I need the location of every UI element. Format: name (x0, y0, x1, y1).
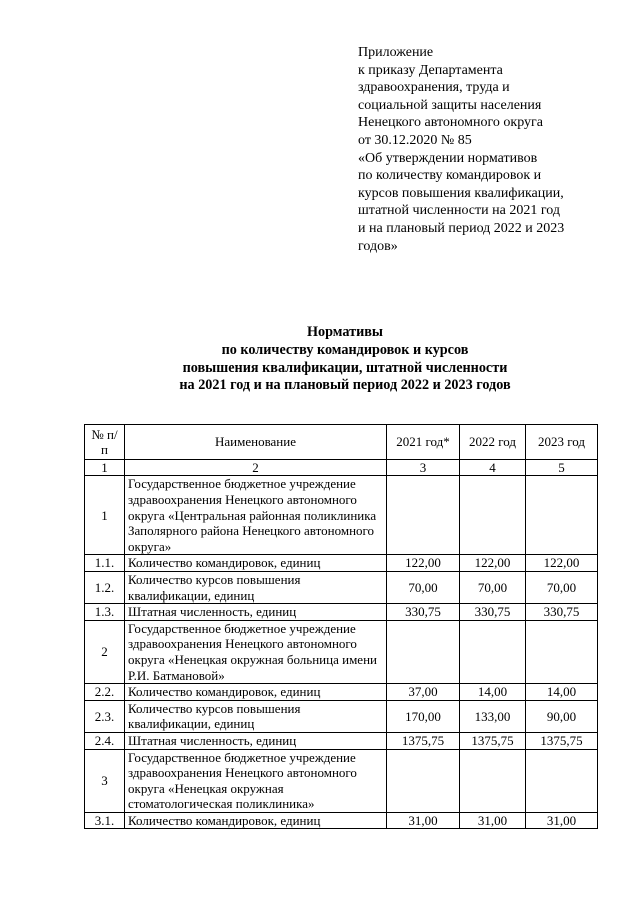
row-number: 3.1. (85, 812, 125, 829)
table-row (85, 476, 598, 555)
row-number: 1 (85, 476, 125, 555)
value-2021: 31,00 (387, 812, 460, 829)
table-row (85, 571, 598, 603)
appendix-line: Ненецкого автономного округа (358, 115, 543, 131)
index-cell: 4 (460, 460, 526, 476)
row-name: Государственное бюджетное учреждение здравоохранения Ненецкого автономного округа «Ненецкая окружная стоматологическая поликлиника» (125, 749, 387, 812)
value-2023: 90,00 (526, 700, 598, 732)
title-line: на 2021 год и на плановый период 2022 и 2023 годов (179, 377, 511, 394)
value-2022: 122,00 (460, 555, 526, 572)
table-row (85, 812, 598, 829)
appendix-line: социальной защиты населения (358, 97, 542, 113)
norms-table (84, 424, 598, 829)
value-2022 (460, 620, 526, 683)
norms-table-body (85, 425, 598, 829)
row-name: Государственное бюджетное учреждение здравоохранения Ненецкого автономного округа «Центральная районная поликлиника Заполярного района Ненецкого автономного округа» (125, 476, 387, 555)
header-name: Наименование (125, 425, 387, 460)
table-row (85, 620, 598, 683)
value-2021: 330,75 (387, 604, 460, 621)
value-2023 (526, 620, 598, 683)
appendix-block (358, 44, 628, 255)
row-number: 3 (85, 749, 125, 812)
value-2022 (460, 749, 526, 812)
appendix-line: к приказу Департамента (358, 62, 503, 78)
row-name: Государственное бюджетное учреждение здравоохранения Ненецкого автономного округа «Ненецкая окружная больница имени Р.И. Батмановой» (125, 620, 387, 683)
value-2022: 330,75 (460, 604, 526, 621)
value-2021 (387, 749, 460, 812)
table-row (85, 555, 598, 572)
header-2021: 2021 год* (387, 425, 460, 460)
value-2023: 14,00 (526, 684, 598, 701)
value-2023: 31,00 (526, 812, 598, 829)
table-header-row (85, 425, 598, 460)
value-2021: 122,00 (387, 555, 460, 572)
index-cell: 2 (125, 460, 387, 476)
value-2023: 1375,75 (526, 732, 598, 749)
value-2021: 70,00 (387, 571, 460, 603)
table-index-row (85, 460, 598, 476)
appendix-line: курсов повышения квалификации, (358, 185, 564, 201)
header-num: № п/п (85, 425, 125, 460)
value-2022: 14,00 (460, 684, 526, 701)
value-2023: 122,00 (526, 555, 598, 572)
title-line: повышения квалификации, штатной численности (182, 359, 508, 376)
index-cell: 1 (85, 460, 125, 476)
row-number: 2 (85, 620, 125, 683)
index-cell: 3 (387, 460, 460, 476)
value-2023 (526, 749, 598, 812)
row-number: 2.4. (85, 732, 125, 749)
row-name: Количество командировок, единиц (125, 812, 387, 829)
row-name: Количество командировок, единиц (125, 684, 387, 701)
value-2023: 70,00 (526, 571, 598, 603)
value-2021: 170,00 (387, 700, 460, 732)
document-title (80, 324, 610, 395)
table-row (85, 749, 598, 812)
title-line: Нормативы (307, 324, 383, 340)
appendix-line: штатной численности на 2021 год (358, 203, 560, 219)
row-number: 2.3. (85, 700, 125, 732)
appendix-line: Приложение (358, 45, 434, 60)
value-2021 (387, 476, 460, 555)
value-2022 (460, 476, 526, 555)
header-2022: 2022 год (460, 425, 526, 460)
row-number: 1.1. (85, 555, 125, 572)
row-name: Количество курсов повышения квалификации, единиц (125, 700, 387, 732)
row-number: 2.2. (85, 684, 125, 701)
value-2023: 330,75 (526, 604, 598, 621)
title-line: по количеству командировок и курсов (221, 341, 469, 358)
table-row (85, 700, 598, 732)
table-row (85, 732, 598, 749)
value-2021: 1375,75 (387, 732, 460, 749)
appendix-line: «Об утверждении нормативов (358, 150, 538, 166)
appendix-line: здравоохранения, труда и (358, 80, 510, 96)
row-name: Количество командировок, единиц (125, 555, 387, 572)
appendix-line: и на плановый период 2022 и 2023 (358, 220, 565, 236)
appendix-line: годов» (358, 238, 398, 254)
value-2022: 133,00 (460, 700, 526, 732)
appendix-line: от 30.12.2020 № 85 (358, 132, 472, 148)
row-number: 1.3. (85, 604, 125, 621)
table-row (85, 684, 598, 701)
value-2021 (387, 620, 460, 683)
value-2022: 31,00 (460, 812, 526, 829)
index-cell: 5 (526, 460, 598, 476)
header-2023: 2023 год (526, 425, 598, 460)
row-number: 1.2. (85, 571, 125, 603)
value-2021: 37,00 (387, 684, 460, 701)
appendix-line: по количеству командировок и (358, 168, 542, 184)
table-row (85, 604, 598, 621)
value-2022: 1375,75 (460, 732, 526, 749)
value-2023 (526, 476, 598, 555)
row-name: Штатная численность, единиц (125, 732, 387, 749)
row-name: Штатная численность, единиц (125, 604, 387, 621)
row-name: Количество курсов повышения квалификации, единиц (125, 571, 387, 603)
value-2022: 70,00 (460, 571, 526, 603)
